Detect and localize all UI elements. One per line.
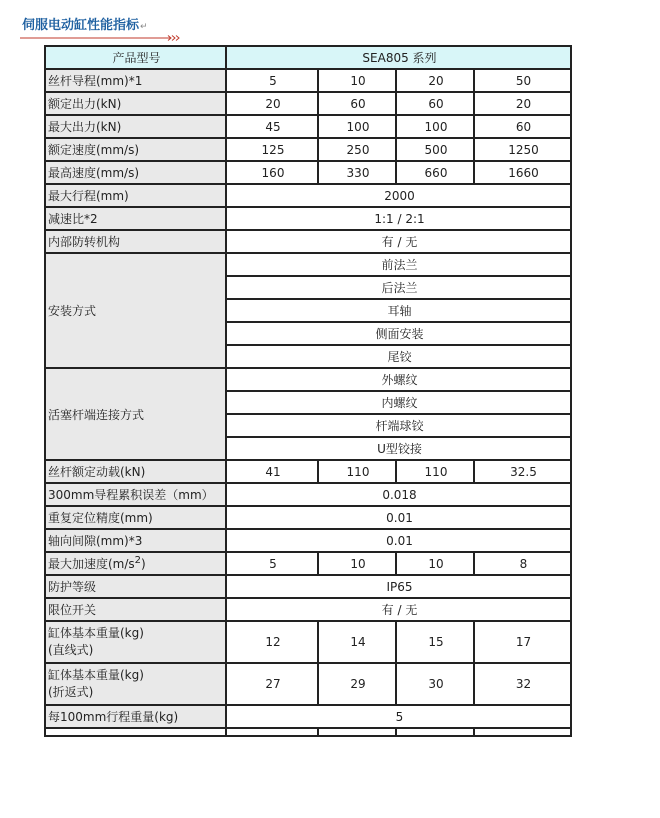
- cell-value: 110: [396, 460, 474, 483]
- empty-cell: [45, 728, 226, 736]
- cell-value: 100: [318, 115, 396, 138]
- row-weight-per-100mm: [45, 705, 571, 728]
- cell-value: 250: [318, 138, 396, 161]
- cell-value: 后法兰: [226, 276, 571, 299]
- cell-value: 27: [226, 663, 318, 705]
- row-label: 安装方式: [45, 253, 226, 368]
- cell-value: 110: [318, 460, 396, 483]
- cell-value: 0.01: [226, 506, 571, 529]
- cell-value: 前法兰: [226, 253, 571, 276]
- cell-value: 330: [318, 161, 396, 184]
- cell-value: 2000: [226, 184, 571, 207]
- row-label: 活塞杆端连接方式: [45, 368, 226, 460]
- page-title: 伺服电动缸性能指标↵: [22, 18, 148, 33]
- row-rod-end: [45, 368, 571, 391]
- cell-value: 8: [474, 552, 571, 575]
- cell-value: 20: [226, 92, 318, 115]
- cell-value: 100: [396, 115, 474, 138]
- row-label: 额定出力(kN): [45, 92, 226, 115]
- cell-value: 125: [226, 138, 318, 161]
- empty-cell: [226, 728, 318, 736]
- cell-value: 1660: [474, 161, 571, 184]
- cell-value: 0.018: [226, 483, 571, 506]
- row-label: 最大出力(kN): [45, 115, 226, 138]
- cell-value: 10: [318, 69, 396, 92]
- row-label-line-2: (折返式): [48, 685, 94, 699]
- row-label: 最大行程(mm): [45, 184, 226, 207]
- row-cumulative-error: [45, 483, 571, 506]
- cell-value: 1250: [474, 138, 571, 161]
- cell-value: 杆端球铰: [226, 414, 571, 437]
- cell-value: 12: [226, 621, 318, 663]
- row-label: 丝杆额定动载(kN): [45, 460, 226, 483]
- return-mark-icon: ↵: [140, 22, 148, 32]
- cell-value: 32: [474, 663, 571, 705]
- row-dynamic-load: [45, 460, 571, 483]
- cell-value: 5: [226, 705, 571, 728]
- cell-value: 30: [396, 663, 474, 705]
- cell-value: 60: [474, 115, 571, 138]
- cell-value: 15: [396, 621, 474, 663]
- spec-table: [44, 45, 572, 737]
- row-rated-speed: [45, 138, 571, 161]
- cell-value: 660: [396, 161, 474, 184]
- cell-value: 60: [318, 92, 396, 115]
- row-label: 最高速度(mm/s): [45, 161, 226, 184]
- row-axial-gap: [45, 529, 571, 552]
- row-label-text: 最大加速度(m/s: [48, 557, 135, 571]
- row-weight-inline: [45, 621, 571, 663]
- cell-value: 50: [474, 69, 571, 92]
- cell-value: 10: [318, 552, 396, 575]
- cell-value: 17: [474, 621, 571, 663]
- cell-value: 60: [396, 92, 474, 115]
- cell-value: 内螺纹: [226, 391, 571, 414]
- cell-value: 10: [396, 552, 474, 575]
- empty-cell: [318, 728, 396, 736]
- row-max-force: [45, 115, 571, 138]
- cell-value: 32.5: [474, 460, 571, 483]
- row-label: [45, 663, 226, 705]
- row-label: 300mm导程累积误差（mm）: [45, 483, 226, 506]
- cell-value: 0.01: [226, 529, 571, 552]
- row-limit-switch: [45, 598, 571, 621]
- row-label: 丝杆导程(mm)*1: [45, 69, 226, 92]
- cell-value: 1:1 / 2:1: [226, 207, 571, 230]
- cell-value: 尾铰: [226, 345, 571, 368]
- cell-value: 5: [226, 552, 318, 575]
- cell-value: IP65: [226, 575, 571, 598]
- row-label: 额定速度(mm/s): [45, 138, 226, 161]
- empty-cell: [396, 728, 474, 736]
- cell-value: 有 / 无: [226, 230, 571, 253]
- row-label: 内部防转机构: [45, 230, 226, 253]
- row-label: [45, 552, 226, 575]
- cell-value: 160: [226, 161, 318, 184]
- cell-value: 侧面安装: [226, 322, 571, 345]
- row-label-line-1: 缸体基本重量(kg): [48, 626, 144, 640]
- series-name: SEA805 系列: [226, 46, 571, 69]
- row-label: 限位开关: [45, 598, 226, 621]
- model-label: 产品型号: [45, 46, 226, 69]
- row-protection: [45, 575, 571, 598]
- row-lead: [45, 69, 571, 92]
- row-label: [45, 621, 226, 663]
- cell-value: 500: [396, 138, 474, 161]
- row-empty: [45, 728, 571, 736]
- row-reduction: [45, 207, 571, 230]
- row-label-end: ): [141, 557, 146, 571]
- cell-value: 外螺纹: [226, 368, 571, 391]
- table-header-row: [45, 46, 571, 69]
- cell-value: 41: [226, 460, 318, 483]
- row-max-stroke: [45, 184, 571, 207]
- cell-value: 5: [226, 69, 318, 92]
- cell-value: 有 / 无: [226, 598, 571, 621]
- row-mounting: [45, 253, 571, 276]
- empty-cell: [474, 728, 571, 736]
- row-label-superscript: 2: [134, 555, 142, 566]
- row-max-accel: [45, 552, 571, 575]
- row-label-line-2: (直线式): [48, 643, 94, 657]
- row-label: 防护等级: [45, 575, 226, 598]
- cell-value: 14: [318, 621, 396, 663]
- row-rated-force: [45, 92, 571, 115]
- row-anti-rotation: [45, 230, 571, 253]
- cell-value: 29: [318, 663, 396, 705]
- title-underline-arrow-icon: [20, 35, 182, 41]
- cell-value: 45: [226, 115, 318, 138]
- row-label-line-1: 缸体基本重量(kg): [48, 668, 144, 682]
- row-repeat-precision: [45, 506, 571, 529]
- row-label: 轴向间隙(mm)*3: [45, 529, 226, 552]
- cell-value: 20: [474, 92, 571, 115]
- cell-value: 耳轴: [226, 299, 571, 322]
- row-max-speed: [45, 161, 571, 184]
- row-weight-folded: [45, 663, 571, 705]
- row-label: 减速比*2: [45, 207, 226, 230]
- row-label: 重复定位精度(mm): [45, 506, 226, 529]
- cell-value: 20: [396, 69, 474, 92]
- row-label: 每100mm行程重量(kg): [45, 705, 226, 728]
- cell-value: U型铰接: [226, 437, 571, 460]
